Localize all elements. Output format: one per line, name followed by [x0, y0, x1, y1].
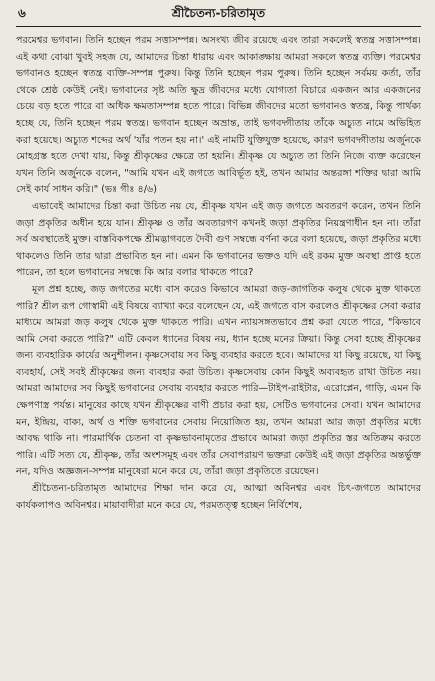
paragraph-3: মূল প্রশ্ন হচ্ছে, জড় জগতের মধ্যে বাস করেও কিভাবে আমরা জড়-জাগতিক কলুষ থেকে মুক্ত থাকতে পারি? শ্রীল রূপ গোস্বামী এই বিষয়ে ব্যাখ্যা করে বলেছেন যে, এই জগতে বাস করলেও শ্রীকৃষ্ণের সেবা করার মাধ্যমে আমরা জড় কলুষ থেকে মুক্ত থাকতে পারি। এখন ন্যায়সঙ্গতভাবে প্রশ্ন করা যেতে পারে, "কিভাবে আমি সেবা করতে পারি?" এটি কেবল ধ্যানের বিষয় নয়, ধ্যান হচ্ছে মনের ক্রিয়া। কিন্তু সেবা হচ্ছে শ্রীকৃষ্ণের জন্য ব্যবহারিক কার্যের অনুশীলন। কৃষ্ণসেবায় সব কিছু ব্যবহার করতে হবে। আমাদের যা কিছু রয়েছে, যা কিছু ব্যবহার্য, সেই সবই শ্রীকৃষ্ণের জন্য ব্যবহার করা উচিত। কৃষ্ণসেবায় কোন কিছুই অব্যবহৃত রাখা উচিত নয়। আমরা আমাদের সব কিছুই ভগবানের সেবায় ব্যবহার করতে পারি—টাইপ-রাইটার, এরোপ্লেন, গাড়ি, এমন কি ক্ষেপণাস্ত্র পর্যন্ত। মানুষের কাছে যখন শ্রীকৃষ্ণের বাণী প্রচার করা হয়, সেটিও ভগবানের সেবা। যখন আমাদের মন, ইন্দ্রিয়, বাক্য, অর্থ ও শক্তি ভগবানের সেবায় নিয়োজিত হয়, তখন আমরা আর জড়া প্রকৃতির মধ্যে আবদ্ধ থাকি না। পারমার্থিক চেতনা বা কৃষ্ণভাবনামৃতের প্রভাবে আমরা জড়া প্রকৃতির স্তর অতিক্রম করতে পারি। এটি সত্য যে, শ্রীকৃষ্ণ, তাঁর অংশসমূহ এবং তাঁর সেবাপরায়ণ ভক্তরা কেউই এই জড়া প্রকৃতির অন্তর্ভুক্ত নন, যদিও অজ্ঞজন-সম্পন্ন মানুষেরা মনে করে যে, তাঁরা জড়া প্রকৃতিতে রয়েছেন।: [16, 283, 421, 478]
paragraph-1: পরমেশ্বর ভগবান। তিনি হচ্ছেন পরম সত্তাসম্পন্ন। অসংখ্য জীব রয়েছে এবং তারা সকলেই স্বতন্ত্র সত্তাসম্পন্ন। এই কথা বোঝা খুবই সহজ যে, আমাদের চিন্তা ধারায় এবং আকাঙ্ক্ষায় আমরা সকলে স্বতন্ত্র ব্যক্তি। পরমেশ্বর ভগবানও হচ্ছেন স্বতন্ত্র ব্যক্তি-সম্পন্ন পুরুষ। কিন্তু তিনি হচ্ছেন পরম পুরুষ। তিনি হচ্ছেন সর্বময় কর্তা, তাঁর থেকে শ্রেষ্ঠ কেউই নেই। ভগবানের সৃষ্ট অতি ক্ষুদ্র জীবদের মধ্যে যোগ্যতা বিচারে একজন আর একজনের চেয়ে বড় হতে পারে বা অধিক ক্ষমতাসম্পন্ন হতে পারে। বিভিন্ন জীবদের মতো ভগবানও স্বতন্ত্র, কিন্তু পার্থক্য হচ্ছে যে, তিনি হচ্ছেন পরম স্বতন্ত্র। ভগবান হচ্ছেন অভ্রান্ত, তাই ভগবদ্গীতায় তাঁকে অচ্যুত নামে অভিহিত করা হয়েছে। অচ্যুত শব্দের অর্থ 'যাঁর পতন হয় না।' এই নামটি যুক্তিযুক্ত হয়েছে, কারণ ভগবদ্গীতায় অর্জুনকে মোহগ্রস্ত হতে দেখা যায়, কিন্তু শ্রীকৃষ্ণের ক্ষেত্রে তা হয়নি। শ্রীকৃষ্ণ যে অচ্যুত তা তিনি নিজে ব্যক্ত করেছেন যখন তিনি অর্জুনকে বলেন, "আমি যখন এই জগতে আবির্ভূত হই, তখন আমার অন্তরঙ্গা শক্তির দ্বারা আমি সেই কার্য সাধন করি।" (ভঃ গীঃ ৪/৬): [16, 35, 421, 196]
page-header: [16, 8, 421, 27]
paragraph-2: এভাবেই আমাদের চিন্তা করা উচিত নয় যে, শ্রীকৃষ্ণ যখন এই জড় জগতে অবতরণ করেন, তখন তিনি জড়া প্রকৃতির অধীন হয়ে যান। শ্রীকৃষ্ণ ও তাঁর অবতারগণ কখনই জড়া প্রকৃতির নিয়ন্ত্রণাধীন হন না। তাঁরা সর্ব অবস্থাতেই মুক্ত। বাস্তবিকপক্ষে শ্রীমদ্ভাগবতে দৈবী গুণ সম্বন্ধে বর্ণনা করে বলা হয়েছে, জড়া প্রকৃতির মধ্যে থাকলেও তিনি তার দ্বারা প্রভাবিত হন না। এমন কি ভগবানের ভক্তও যদি এই রকম মুক্ত অবস্থা প্রাপ্ত হতে পারেন, তা হলে ভগবানের সম্বন্ধে কি আর বলার থাকতে পারে?: [16, 200, 421, 279]
page-number: ৬: [18, 6, 26, 20]
body-text: [16, 33, 421, 514]
paragraph-4: শ্রীচৈতন্য-চরিতামৃত আমাদের শিক্ষা দান করে যে, আত্মা অবিনশ্বর এবং চিৎ-জগতে আমাদের কার্যকলাপও অবিনশ্বর। মায়াবাদীরা মনে করে যে, পরমতত্ত্ব হচ্ছেন নির্বিশেষ,: [16, 483, 421, 511]
running-title: শ্রীচৈতন্য-চরিতামৃত: [171, 6, 266, 20]
